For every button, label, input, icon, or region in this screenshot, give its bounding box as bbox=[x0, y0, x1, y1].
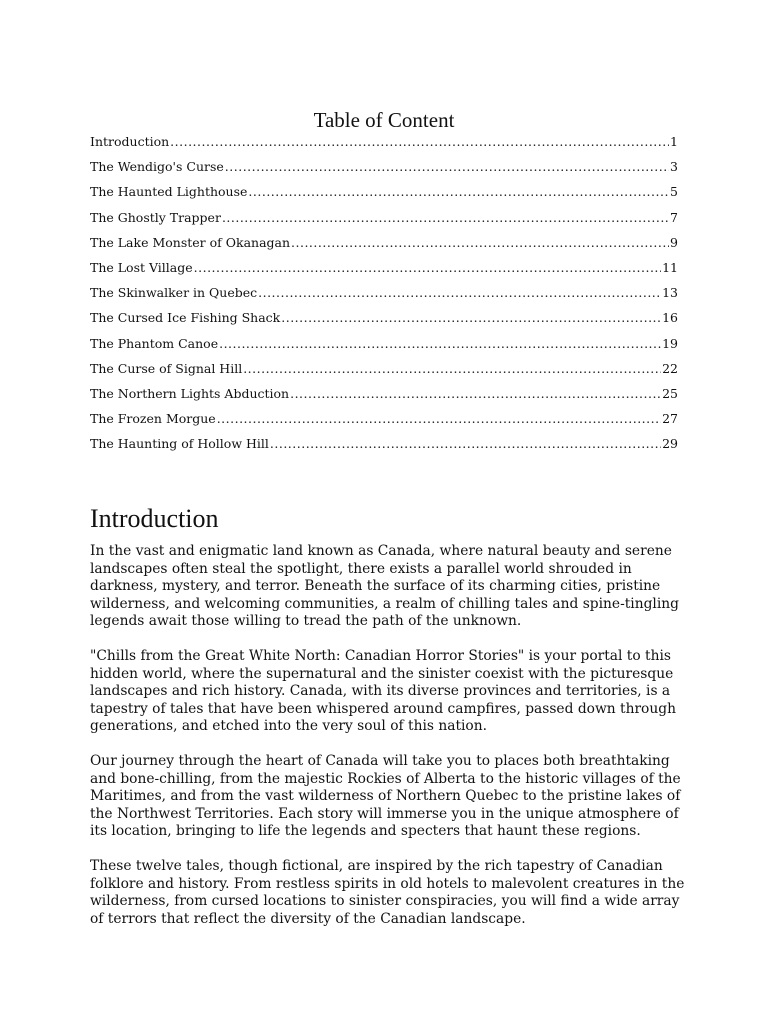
toc-entry-page: 25 bbox=[662, 385, 678, 401]
paragraph: Our journey through the heart of Canada will take you to places both breathtaking and bone-chilling, from the majestic Rockies of Alberta to the historic villages of the Maritimes, and from the vast wilderness of Northern Quebec to the pristine lakes of the Northwest Territories. Each story will immerse you in the unique atmosphere of its location, bringing to life the legends and specters that haunt these regions. bbox=[90, 753, 681, 839]
toc-entry-lake-monster[interactable] bbox=[90, 233, 678, 258]
toc-entry-page: 27 bbox=[662, 411, 678, 427]
toc-entry-page: 29 bbox=[662, 436, 678, 452]
toc-entry-page: 19 bbox=[662, 335, 678, 351]
toc-leader-dots bbox=[281, 308, 661, 328]
toc-entry-page: 5 bbox=[670, 184, 678, 200]
toc-entry-page: 22 bbox=[662, 360, 678, 376]
table-of-contents bbox=[90, 132, 678, 459]
paragraph: These twelve tales, though fictional, are inspired by the rich tapestry of Canadian folklore and history. From restless spirits in old hotels to malevolent creatures in the wilderness, from cursed locations to sinister conspiracies, you will find a wide array of terrors that reflect the diversity of the Canadian landscape. bbox=[90, 858, 685, 927]
toc-leader-dots bbox=[217, 409, 661, 429]
toc-leader-dots bbox=[270, 434, 661, 454]
toc-leader-dots bbox=[225, 157, 669, 177]
paragraph: "Chills from the Great White North: Canadian Horror Stories" is your portal to this hidden world, where the supernatural and the sinister coexist with the picturesque landscapes and rich history. Canada, with its diverse provinces and territories, is a tapestry of tales that have been whispered around campfires, passed down through generations, and etched into the very soul of this nation. bbox=[90, 648, 676, 734]
toc-leader-dots bbox=[170, 132, 669, 152]
toc-leader-dots bbox=[258, 283, 661, 303]
toc-leader-dots bbox=[194, 258, 661, 278]
toc-entry-page: 11 bbox=[662, 259, 678, 275]
toc-entry-frozen-morgue[interactable] bbox=[90, 409, 678, 434]
toc-entry-label: The Lake Monster of Okanagan bbox=[90, 234, 291, 250]
toc-entry-page: 7 bbox=[670, 209, 678, 225]
paragraph: In the vast and enigmatic land known as Canada, where natural beauty and serene landscapes often steal the spotlight, there exists a parallel world shrouded in darkness, mystery, and terror. Beneath the surface of its charming cities, pristine wilderness, and welcoming communities, a realm of chilling tales and spine-tingling legends await those willing to tread the path of the unknown. bbox=[90, 543, 679, 629]
toc-entry-label: The Lost Village bbox=[90, 259, 193, 275]
introduction-body bbox=[90, 543, 690, 946]
toc-entry-page: 13 bbox=[662, 285, 678, 301]
toc-entry-page: 3 bbox=[670, 159, 678, 175]
toc-leader-dots bbox=[290, 384, 661, 404]
toc-entry-label: The Ghostly Trapper bbox=[90, 209, 221, 225]
toc-leader-dots bbox=[291, 233, 669, 253]
toc-entry-lost-village[interactable] bbox=[90, 258, 678, 283]
toc-entry-label: The Cursed Ice Fishing Shack bbox=[90, 310, 281, 326]
toc-leader-dots bbox=[219, 334, 661, 354]
toc-title: Table of Content bbox=[313, 108, 455, 132]
toc-entry-label: The Frozen Morgue bbox=[90, 411, 216, 427]
toc-leader-dots bbox=[222, 208, 669, 228]
toc-leader-dots bbox=[248, 182, 669, 202]
toc-entry-label: Introduction bbox=[90, 134, 170, 149]
toc-entry-page: 16 bbox=[662, 310, 678, 326]
toc-entry-page: 1 bbox=[670, 134, 678, 149]
toc-entry-ice-fishing-shack[interactable] bbox=[90, 308, 678, 333]
toc-entry-ghostly-trapper[interactable] bbox=[90, 208, 678, 233]
toc-entry-label: The Skinwalker in Quebec bbox=[90, 285, 258, 301]
toc-entry-haunted-lighthouse[interactable] bbox=[90, 182, 678, 207]
toc-leader-dots bbox=[243, 359, 661, 379]
toc-entry-wendigos-curse[interactable] bbox=[90, 157, 678, 182]
toc-entry-label: The Phantom Canoe bbox=[90, 335, 219, 351]
toc-entry-skinwalker[interactable] bbox=[90, 283, 678, 308]
toc-entry-label: The Haunted Lighthouse bbox=[90, 184, 248, 200]
toc-entry-phantom-canoe[interactable] bbox=[90, 334, 678, 359]
toc-entry-label: The Wendigo's Curse bbox=[90, 159, 224, 175]
toc-entry-northern-lights[interactable] bbox=[90, 384, 678, 409]
toc-entry-label: The Curse of Signal Hill bbox=[90, 360, 243, 376]
section-heading-introduction: Introduction bbox=[90, 504, 219, 533]
toc-entry-signal-hill[interactable] bbox=[90, 359, 678, 384]
toc-entry-introduction[interactable] bbox=[90, 132, 678, 157]
toc-entry-hollow-hill[interactable] bbox=[90, 434, 678, 459]
toc-entry-label: The Northern Lights Abduction bbox=[90, 385, 290, 401]
toc-entry-label: The Haunting of Hollow Hill bbox=[90, 436, 269, 452]
toc-entry-page: 9 bbox=[670, 234, 678, 250]
